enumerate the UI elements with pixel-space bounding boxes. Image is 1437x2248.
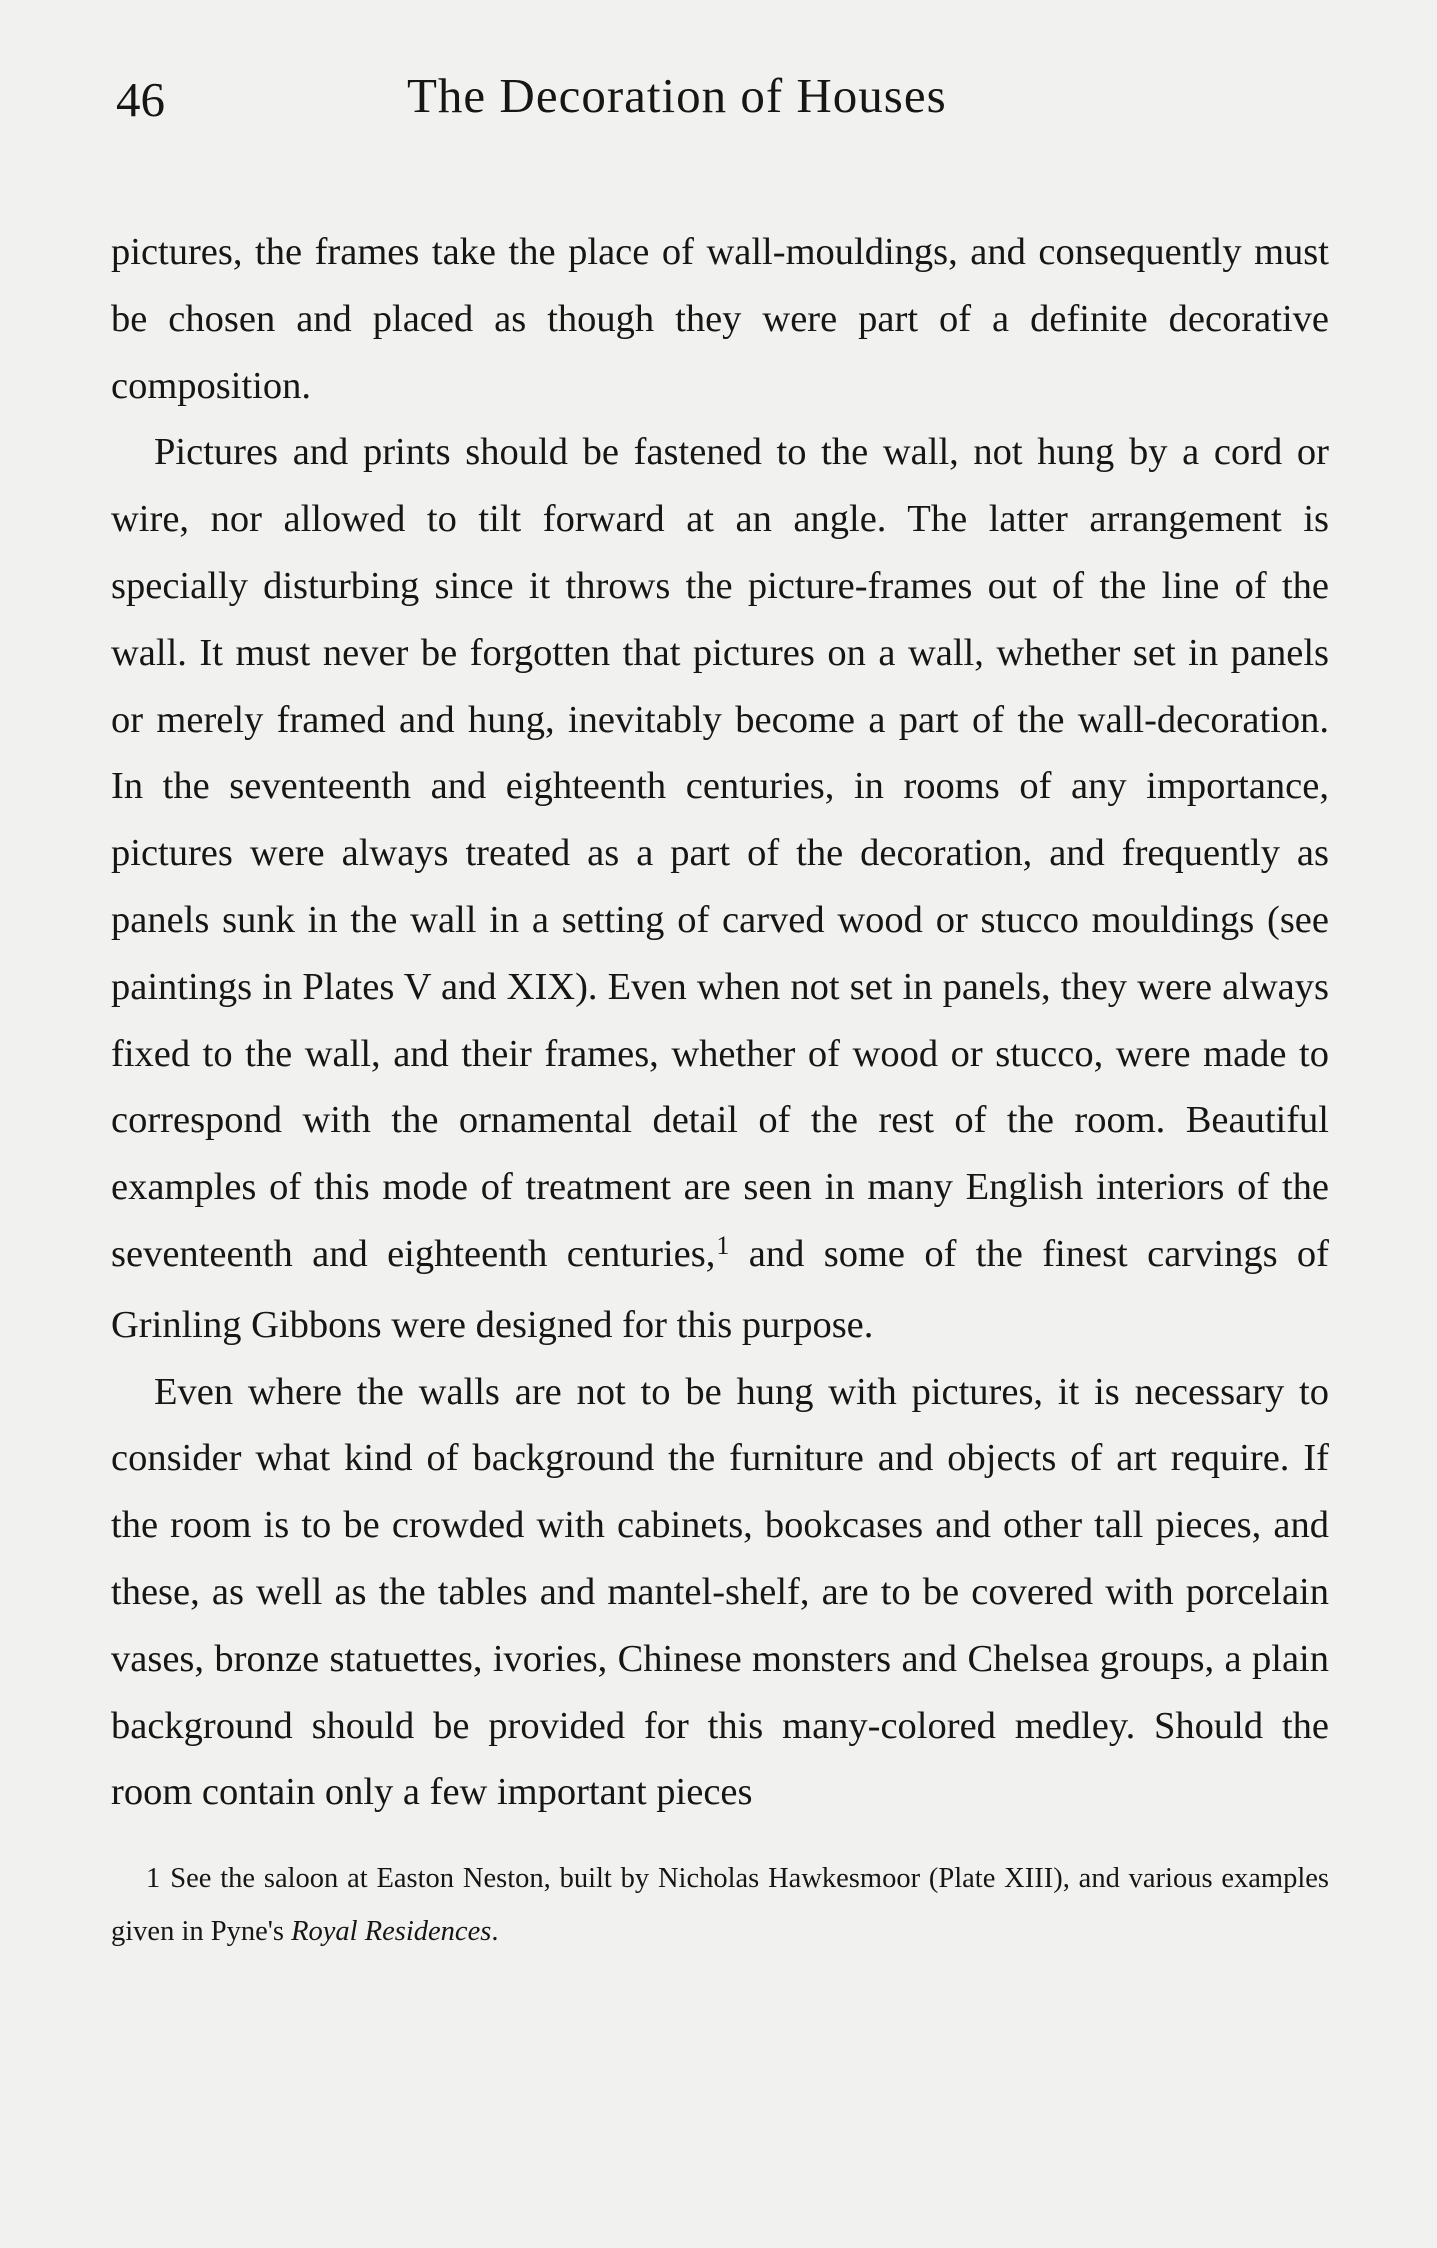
footnote-1 [111, 1852, 1329, 1958]
paragraph-1-text: pictures, the frames take the place of wall-mouldings, and consequently must be chosen and placed as though they were part of a definite decorative composition. [111, 231, 1329, 407]
book-page [111, 60, 1329, 1958]
paragraph-1 [111, 219, 1329, 419]
footnote-end: . [491, 1916, 499, 1948]
page-number: 46 [116, 72, 165, 127]
paragraph-3-text: Even where the walls are not to be hung with pictures, it is necessary to consider what kind of background the furniture and objects of art require. If the room is to be crowded with cabinets, bookcases and other tall pieces, and these, as well as the tables and mantel-shelf, are to be covered with porcelain vases, bronze statuettes, ivories, Chinese monsters and Chelsea groups, a plain background should be provided for this many-colored medley. Should the room contain only a few important pieces [111, 1370, 1329, 1814]
paragraph-3 [111, 1359, 1329, 1827]
paragraph-2-text: Pictures and prints should be fastened to the wall, not hung by a cord or wire, nor allowed to tilt forward at an angle. The latter arrangement is specially disturbing since it throws the picture-frames out of the line of the wall. It must never be forgotten that pictures on a wall, whether set in panels or merely framed and hung, inevitably become a part of the wall-decoration. In the seventeenth and eighteenth centuries, in rooms of any importance, pictures were always treated as a part of the decoration, and frequently as panels sunk in the wall in a setting of carved wood or stucco mouldings (see paintings in Plates V and XIX). Even when not set in panels, they were always fixed to the wall, and their frames, whether of wood or stucco, were made to correspond with the ornamental detail of the rest of the room. Beautiful examples of this mode of treatment are seen in many English interiors of the seventeenth and eighteenth centuries, [111, 431, 1329, 1275]
paragraph-2 [111, 419, 1329, 1358]
footnotes [111, 1852, 1329, 1958]
body-text [111, 219, 1329, 1826]
footnote-mark: 1 [146, 1863, 161, 1895]
footnote-book-title: Royal Residences [291, 1916, 492, 1948]
running-head [111, 60, 1329, 132]
footnote-reference[interactable]: 1 [716, 1230, 730, 1260]
paragraph-2-text-after: and some of the finest carvings of Grinling Gibbons were designed for this purpose. [111, 1232, 1329, 1346]
footnote-text: See the saloon at Easton Neston, built by Nicholas Hawkesmoor (Plate XIII), and various examples given in Pyne's [111, 1863, 1329, 1948]
running-title: The Decoration of Houses [407, 68, 947, 123]
